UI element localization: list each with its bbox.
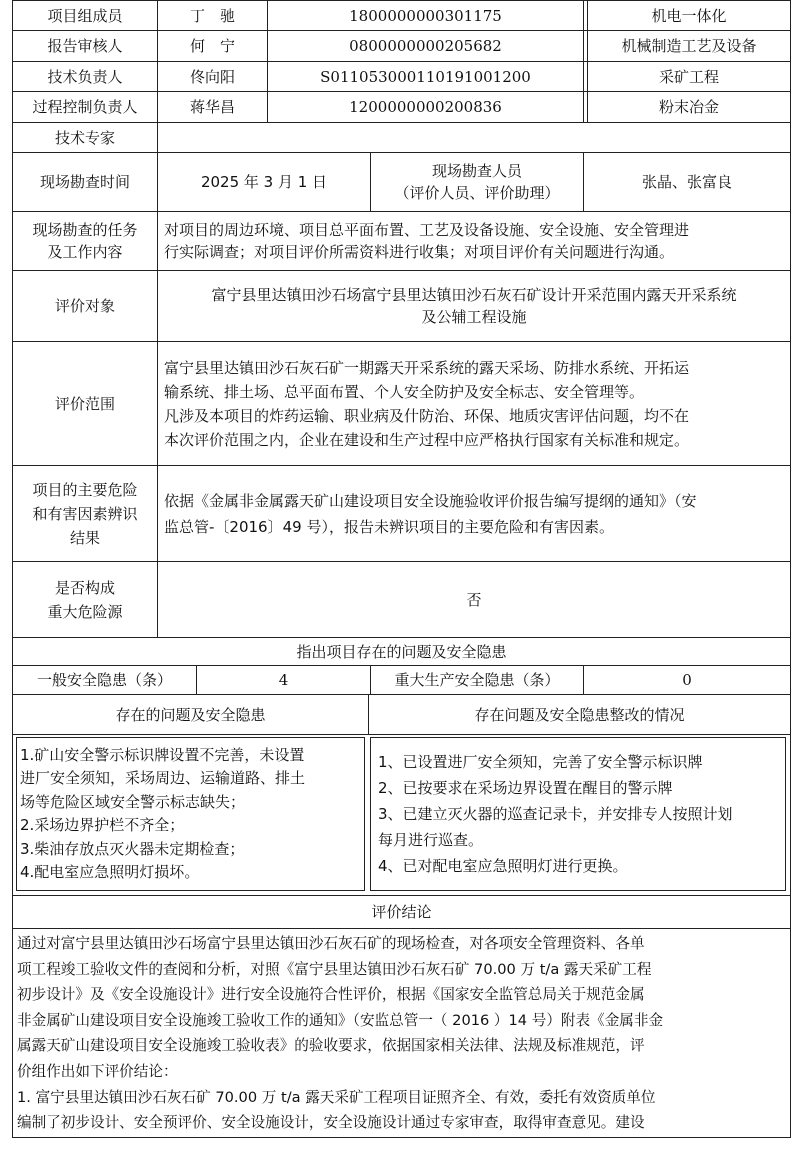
table-border	[12, 928, 791, 929]
member-cert-no: 0800000000205682	[349, 37, 502, 55]
hazard-label	[13, 466, 157, 561]
member-name: 佟向阳	[189, 67, 235, 86]
conclusion-line: 通过对富宁县里达镇田沙石场富宁县里达镇田沙石灰石矿的现场检查，对各项安全管理资料、各单	[17, 935, 645, 952]
conclusion-title: 评价结论	[371, 903, 432, 921]
issues-header-right: 存在问题及安全隐患整改的情况	[474, 705, 685, 724]
conclusion-line: 1. 富宁县里达镇田沙石灰石矿 70.00 万 t/a 露天采矿工程项目证照齐全、有效，委托有效资质单位	[17, 1088, 656, 1106]
conclusion-line: 项工程竣工验收文件的查阅和分析，对照《富宁县里达镇田沙石灰石矿 70.00 万 t/a 露天采矿工程	[17, 960, 652, 978]
hazard-content-line: 监总管-〔2016〕49 号），报告未辨识项目的主要危险和有害因素。	[164, 517, 614, 536]
table-border	[12, 1137, 791, 1138]
list-item: 2、已按要求在采场边界设置在醒目的警示牌	[378, 779, 673, 797]
list-item: 进厂安全须知，采场周边、运输道路、排土	[20, 769, 306, 787]
member-cert-no: S011053000110191001200	[320, 67, 531, 86]
task-label	[13, 212, 157, 270]
scope-line: 富宁县里达镇田沙石灰石矿一期露天开采系统的露天采场、防排水系统、开拓运	[164, 358, 690, 377]
major-hazard-count-value: 0	[682, 671, 692, 689]
conclusion-body	[17, 931, 788, 1135]
member-name: 何 宁	[189, 37, 235, 55]
list-item: 4.配电室应急照明灯损坏。	[20, 863, 200, 881]
issues-list	[20, 740, 362, 888]
hazard-label-line: 和有害因素辨识	[32, 504, 138, 523]
major-hazard-count-label: 重大生产安全隐患（条）	[394, 671, 560, 689]
survey-staff-label-line: （评价人员、评价助理）	[394, 184, 560, 202]
member-major: 机械制造工艺及设备	[621, 37, 757, 55]
hazard-label-line: 项目的主要危险	[32, 480, 138, 499]
inner-border	[16, 737, 17, 891]
survey-staff-label-line: 现场勘查人员	[431, 162, 522, 180]
target-content-line: 及公辅工程设施	[421, 308, 527, 326]
list-item: 场等危险区域安全警示标志缺失；	[20, 792, 246, 811]
task-content-line: 对项目的周边环境、项目总平面布置、工艺及设备设施、安全设施、安全管理进	[164, 220, 690, 239]
table-border	[583, 0, 584, 122]
hazard-content-line: 依据《金属非金属露天矿山建设项目安全设施验收评价报告编写提纲的通知》（安	[164, 491, 697, 510]
major-hazard-label	[13, 562, 157, 637]
inner-border	[16, 890, 365, 891]
inner-border	[785, 737, 786, 891]
survey-staff-value: 张晶、张富良	[641, 173, 732, 191]
inner-border	[364, 737, 365, 891]
scope-content	[164, 342, 788, 465]
survey-staff-label	[371, 153, 583, 211]
conclusion-line: 编制了初步设计、安全预评价、安全设施设计，安全设施设计通过专家审查，取得审查意见。建设	[17, 1114, 645, 1132]
member-name: 丁 驰	[189, 6, 235, 25]
general-hazard-count-label: 一般安全隐患（条）	[36, 671, 172, 689]
inner-border	[16, 737, 365, 738]
member-role: 项目组成员	[47, 6, 123, 25]
target-content-line: 富宁县里达镇田沙石场富宁县里达镇田沙石灰石矿设计开采范围内露天开采系统	[211, 285, 737, 304]
conclusion-line: 价组作出如下评价结论：	[17, 1062, 178, 1080]
task-content	[164, 212, 788, 270]
list-item: 4、已对配电室应急照明灯进行更换。	[378, 857, 628, 875]
general-hazard-count-value: 4	[278, 671, 289, 689]
target-content	[158, 271, 790, 341]
task-label-line: 现场勘查的任务	[32, 221, 138, 239]
member-role: 过程控制负责人	[32, 98, 138, 116]
list-item: 3、已建立灭火器的巡查记录卡，并安排专人按照计划	[378, 805, 733, 823]
task-content-line: 行实际调查；对项目评价所需资料进行收集；对项目评价有关问题进行沟通。	[164, 243, 675, 261]
member-role: 技术负责人	[47, 67, 123, 86]
list-item: 3.柴油存放点灭火器未定期检查；	[20, 839, 245, 858]
table-border	[12, 734, 791, 735]
hazard-content	[164, 466, 788, 561]
scope-label: 评价范围	[54, 394, 115, 413]
member-major: 机电一体化	[651, 6, 727, 25]
issues-title: 指出项目存在的问题及安全隐患	[296, 642, 507, 661]
target-label: 评价对象	[54, 297, 115, 315]
list-item: 1、已设置进厂安全须知，完善了安全警示标识牌	[378, 753, 703, 771]
conclusion-line: 属露天矿山建设项目安全设施竣工验收表》的验收要求，依据国家相关法律、法规及标准规范，评	[17, 1037, 645, 1055]
member-major: 粉末冶金	[658, 98, 719, 116]
member-cert-no: 1800000000301175	[349, 6, 502, 25]
scope-line: 凡涉及本项目的炸药运输、职业病及什防治、环保、地质灾害评估问题，均不在	[164, 406, 690, 425]
conclusion-line: 非金属矿山建设项目安全设施竣工验收工作的通知》（安监总管一（ 2016 ）14 号）附表《金属非金	[17, 1011, 664, 1029]
inner-border	[370, 737, 371, 891]
list-item: 1.矿山安全警示标识牌设置不完善，未设置	[20, 745, 305, 764]
list-item: 每月进行巡查。	[378, 831, 484, 849]
scope-line: 输系统、排土场、总平面布置、个人安全防护及安全标志、安全管理等。	[164, 382, 645, 401]
survey-time-value: 2025 年 3 月 1 日	[200, 173, 328, 191]
member-name: 蒋华昌	[189, 98, 235, 116]
hazard-label-line: 结果	[69, 528, 100, 547]
issues-header-left: 存在的问题及安全隐患	[115, 705, 266, 724]
major-hazard-label-line: 重大危险源	[47, 602, 123, 621]
rectification-list	[378, 740, 783, 888]
survey-time-label: 现场勘查时间	[39, 173, 130, 191]
table-border	[790, 0, 791, 1137]
inner-border	[370, 737, 786, 738]
member-major: 采矿工程	[658, 67, 719, 86]
member-role: 报告审核人	[47, 37, 123, 55]
major-hazard-value: 否	[466, 590, 482, 609]
inner-border	[370, 890, 786, 891]
tech-expert-label: 技术专家	[54, 128, 115, 147]
list-item: 2.采场边界护栏不齐全；	[20, 816, 185, 834]
task-label-line: 及工作内容	[47, 243, 123, 261]
member-cert-no: 1200000000200836	[349, 98, 502, 116]
conclusion-line: 初步设计》及《安全设施设计》进行安全设施符合性评价，根据《国家安全监管总局关于规范金属	[17, 986, 645, 1004]
table-border	[157, 122, 158, 152]
major-hazard-label-line: 是否构成	[54, 578, 115, 597]
scope-line: 本次评价范围之内，企业在建设和生产过程中应严格执行国家有关标准和规定。	[164, 430, 690, 449]
